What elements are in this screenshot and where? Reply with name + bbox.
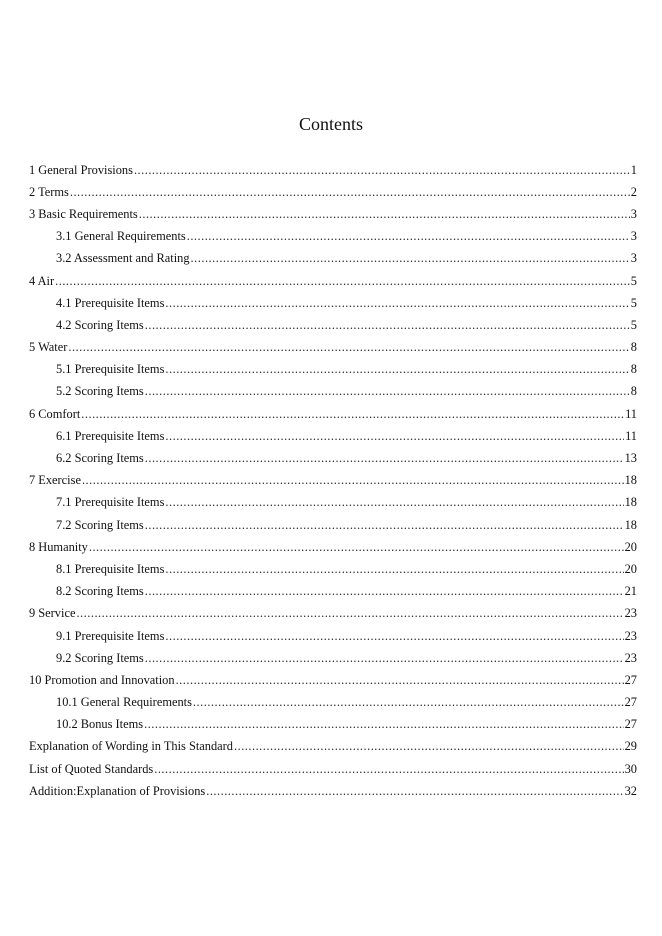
toc-dot-leader [145, 518, 624, 533]
toc-entry[interactable] [29, 381, 637, 403]
toc-entry-label: 7.2 Scoring Items [56, 517, 144, 532]
toc-dot-leader [234, 739, 624, 754]
toc-entry-label: 8 Humanity [29, 539, 88, 554]
toc-entry-label: 4.2 Scoring Items [56, 317, 144, 332]
toc-entry-label: Explanation of Wording in This Standard [29, 739, 233, 754]
toc-entry-page-number: 3 [630, 229, 637, 244]
toc-entry[interactable] [29, 425, 637, 447]
toc-entry[interactable] [29, 625, 637, 647]
toc-entry-page-number: 30 [624, 761, 637, 776]
toc-entry-page-number: 21 [624, 584, 637, 599]
toc-entry-page-number: 5 [630, 295, 637, 310]
toc-entry-label: 7 Exercise [29, 473, 81, 488]
toc-entry-label: 8.2 Scoring Items [56, 584, 144, 599]
toc-entry-page-number: 20 [624, 561, 637, 576]
toc-entry[interactable] [29, 736, 637, 758]
toc-entry-label: 10.2 Bonus Items [56, 717, 144, 732]
toc-dot-leader [176, 673, 624, 688]
toc-entry[interactable] [29, 181, 637, 203]
toc-entry-label: 6.2 Scoring Items [56, 451, 144, 466]
toc-entry-label: 4 Air [29, 273, 55, 288]
toc-entry[interactable] [29, 492, 637, 514]
toc-entry[interactable] [29, 758, 637, 780]
toc-dot-leader [165, 495, 623, 510]
toc-entry[interactable] [29, 692, 637, 714]
toc-entry[interactable] [29, 536, 637, 558]
toc-dot-leader [165, 362, 629, 377]
toc-entry[interactable] [29, 669, 637, 691]
toc-dot-leader [145, 651, 624, 666]
toc-entry[interactable] [29, 226, 637, 248]
toc-entry[interactable] [29, 714, 637, 736]
toc-entry[interactable] [29, 159, 637, 181]
toc-entry-page-number: 29 [624, 739, 637, 754]
page-title: Contents [298, 114, 363, 134]
toc-entry-page-number: 23 [624, 606, 637, 621]
toc-entry-label: 5 Water [29, 340, 68, 355]
toc-entry[interactable] [29, 581, 637, 603]
toc-entry[interactable] [29, 292, 637, 314]
toc-dot-leader [145, 384, 630, 399]
toc-entry-page-number: 3 [630, 251, 637, 266]
toc-entry-page-number: 18 [624, 517, 637, 532]
toc-dot-leader [154, 762, 623, 777]
toc-entry-page-number: 11 [625, 428, 637, 443]
toc-entry-page-number: 5 [630, 273, 637, 288]
toc-entry-page-number: 23 [624, 650, 637, 665]
toc-entry-page-number: 3 [630, 206, 637, 221]
toc-entry-page-number: 8 [630, 384, 637, 399]
toc-entry-label: 10.1 General Requirements [56, 695, 192, 710]
toc-dot-leader [89, 540, 624, 555]
toc-entry[interactable] [29, 314, 637, 336]
toc-entry-page-number: 5 [630, 317, 637, 332]
toc-dot-leader [145, 451, 624, 466]
toc-entry-page-number: 23 [624, 628, 637, 643]
toc-dot-leader [70, 185, 630, 200]
toc-entry-label: 9.1 Prerequisite Items [56, 628, 165, 643]
toc-entry-page-number: 8 [630, 340, 637, 355]
toc-entry-label: 3 Basic Requirements [29, 206, 138, 221]
toc-entry-label: 6.1 Prerequisite Items [56, 428, 165, 443]
toc-dot-leader [139, 207, 630, 222]
toc-dot-leader [81, 407, 624, 422]
toc-entry-page-number: 20 [624, 539, 637, 554]
toc-entry[interactable] [29, 359, 637, 381]
toc-entry-label: 9.2 Scoring Items [56, 650, 144, 665]
table-of-contents [29, 159, 637, 802]
toc-entry-label: List of Quoted Standards [29, 761, 154, 776]
toc-entry[interactable] [29, 248, 637, 270]
toc-entry-page-number: 8 [630, 362, 637, 377]
toc-entry-label: 1 General Provisions [29, 162, 133, 177]
toc-entry-page-number: 27 [624, 695, 637, 710]
toc-entry[interactable] [29, 514, 637, 536]
toc-entry-label: Addition:Explanation of Provisions [29, 783, 206, 798]
toc-entry-page-number: 27 [624, 717, 637, 732]
toc-entry-label: 9 Service [29, 606, 76, 621]
toc-entry-label: 6 Comfort [29, 406, 81, 421]
toc-entry-label: 7.1 Prerequisite Items [56, 495, 165, 510]
toc-entry[interactable] [29, 447, 637, 469]
toc-dot-leader [191, 251, 630, 266]
toc-dot-leader [206, 784, 623, 799]
toc-dot-leader [55, 274, 630, 289]
toc-entry[interactable] [29, 337, 637, 359]
toc-dot-leader [76, 606, 623, 621]
toc-entry-label: 10 Promotion and Innovation [29, 672, 175, 687]
toc-entry-label: 3.2 Assessment and Rating [56, 251, 190, 266]
toc-entry[interactable] [29, 647, 637, 669]
toc-entry-label: 3.1 General Requirements [56, 229, 186, 244]
toc-entry-page-number: 2 [630, 184, 637, 199]
toc-entry[interactable] [29, 403, 637, 425]
toc-dot-leader [134, 163, 630, 178]
toc-dot-leader [165, 562, 623, 577]
toc-dot-leader [193, 695, 624, 710]
toc-entry-label: 8.1 Prerequisite Items [56, 561, 165, 576]
toc-entry-label: 2 Terms [29, 184, 69, 199]
toc-dot-leader [145, 318, 630, 333]
toc-entry-label: 5.2 Scoring Items [56, 384, 144, 399]
toc-dot-leader [144, 717, 624, 732]
toc-entry[interactable] [29, 203, 637, 225]
toc-entry[interactable] [29, 470, 637, 492]
toc-entry-page-number: 32 [624, 783, 637, 798]
toc-dot-leader [165, 429, 624, 444]
toc-entry[interactable] [29, 603, 637, 625]
toc-entry-page-number: 11 [625, 406, 637, 421]
toc-dot-leader [165, 629, 623, 644]
toc-entry-page-number: 18 [624, 473, 637, 488]
toc-entry-page-number: 13 [624, 451, 637, 466]
toc-dot-leader [68, 340, 629, 355]
toc-dot-leader [165, 296, 629, 311]
toc-entry-page-number: 27 [624, 672, 637, 687]
toc-entry-page-number: 1 [630, 162, 637, 177]
toc-dot-leader [82, 473, 624, 488]
toc-entry-label: 4.1 Prerequisite Items [56, 295, 165, 310]
toc-dot-leader [187, 229, 630, 244]
toc-entry[interactable] [29, 270, 637, 292]
toc-dot-leader [145, 584, 624, 599]
toc-entry-page-number: 18 [624, 495, 637, 510]
toc-entry[interactable] [29, 780, 637, 802]
toc-entry[interactable] [29, 558, 637, 580]
toc-entry-label: 5.1 Prerequisite Items [56, 362, 165, 377]
